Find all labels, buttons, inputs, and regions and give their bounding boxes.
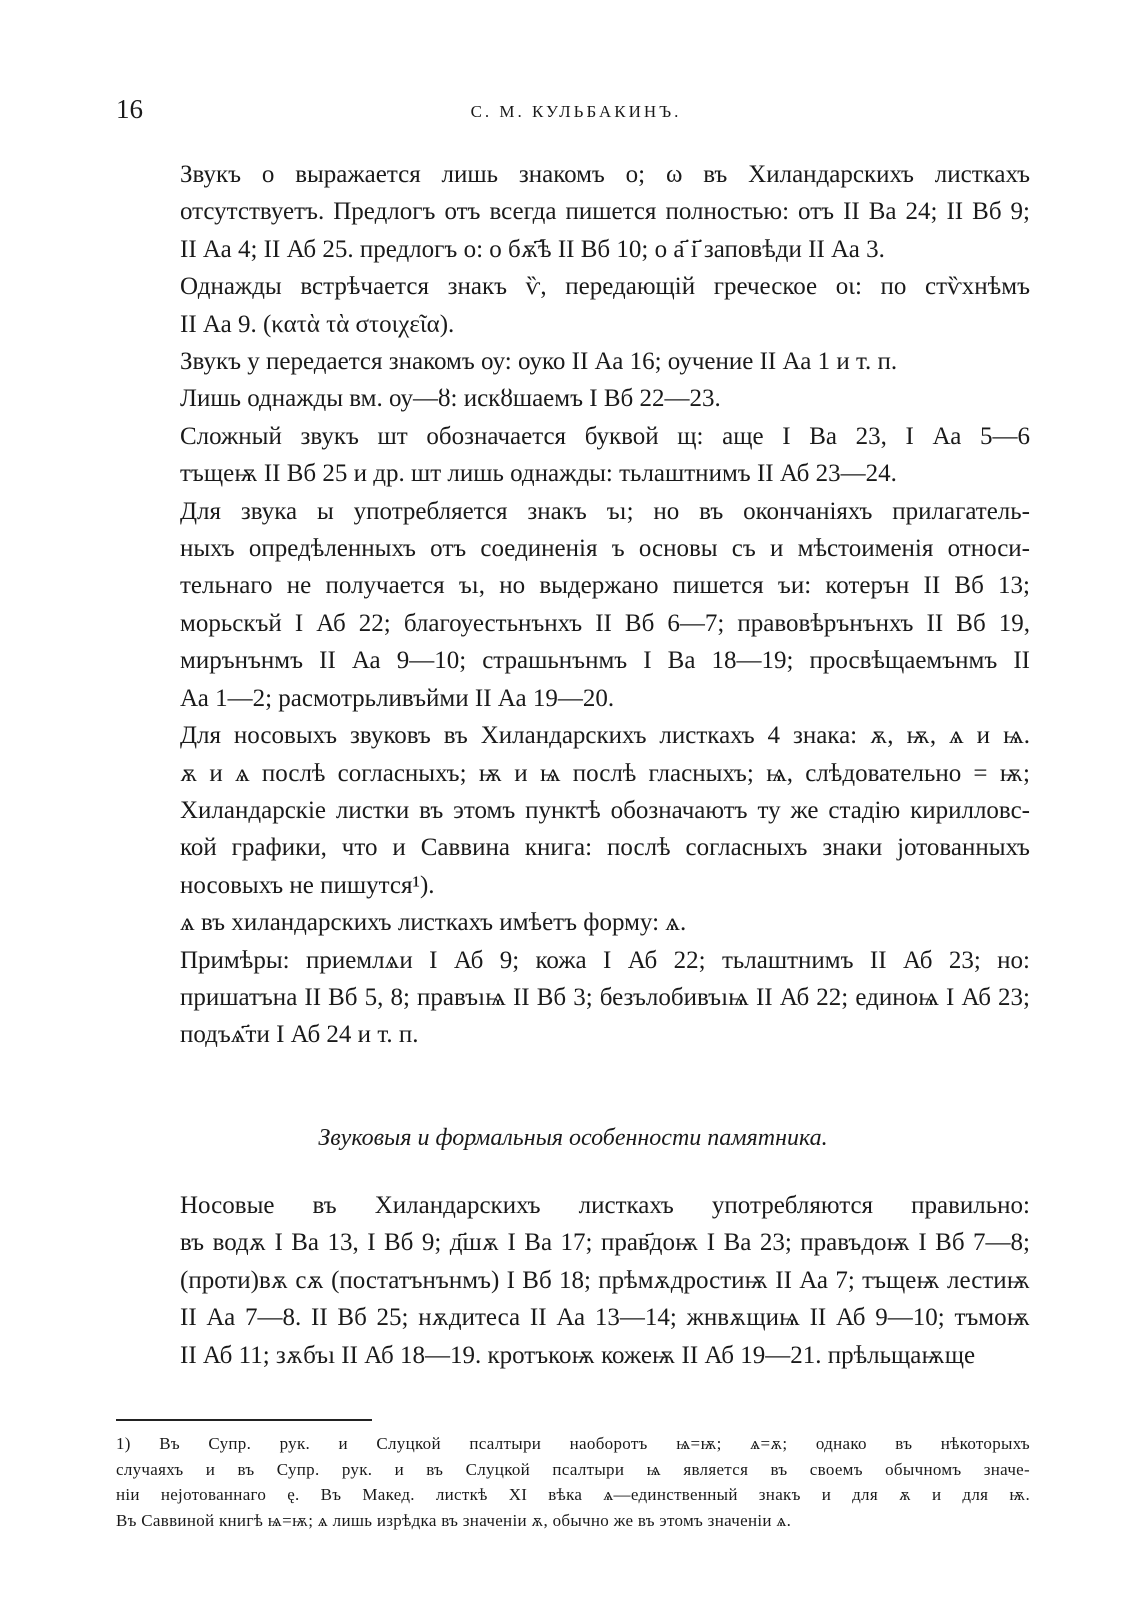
text-line: мирънънмъ II Аа 9—10; страшьнънмъ I Ва 18—19; просвѣщаемънмъ II (180, 647, 1030, 675)
footnote-rule (116, 1419, 372, 1421)
text-line: Сложный звукъ шт обозначается буквой щ: аще I Ва 23, I Аа 5—6 (180, 422, 1030, 450)
text-line: (проти)вѫ сѫ (постатънънмъ) I Вб 18; прѣмѫдростиѭ II Аа 7; тъщеѭ лестиѭ (180, 1266, 1030, 1294)
section-text (116, 1187, 1030, 1374)
paragraph (116, 380, 1030, 417)
section-title: Звуковыя и формальныя особенности памятника. (318, 1125, 828, 1151)
paragraph (116, 942, 1030, 1054)
text-line: ѧ въ хиландарскихъ листкахъ имѣетъ форму: ѧ. (180, 909, 687, 937)
text-line: Однажды встрѣчается знакъ ѷ, передающій греческое οι: по стѷхнѣмъ (180, 273, 1030, 301)
text-line: Аа 1—2; расмотрьливъйми II Аа 19—20. (180, 684, 615, 712)
page-number: 16 (116, 94, 143, 124)
paragraph (116, 268, 1030, 343)
paragraph (116, 493, 1030, 717)
text-line: Звукъ у передается знакомъ оу: оуко II Аа 16; оучение II Аа 1 и т. п. (180, 348, 898, 376)
running-title: С. М. КУЛЬБАКИНЪ. (470, 102, 682, 121)
footnote-line: случаяхъ и въ Супр. рук. и въ Слуцкой псалтыри ѩ является въ своемъ обычномъ значе- (116, 1459, 1030, 1479)
text-line: II Аб 11; зѫбъı II Аб 18—19. кротъкоѭ кожеѭ II Аб 19—21. прѣльщаѭще (180, 1341, 976, 1369)
paragraph (116, 1187, 1030, 1374)
text-line: кой графики, что и Саввина книга: послѣ согласныхъ знаки јотованныхъ (180, 834, 1030, 862)
text-line: Примѣры: приемлѧи I Аб 9; кожа I Аб 22; тьлаштнимъ II Аб 23; но: (180, 946, 1030, 974)
text-line: Для звука ы употребляется знакъ ъı; но въ окончаніяхъ прилагатель- (180, 497, 1030, 525)
footnotes (116, 1431, 1030, 1533)
text-line: въ водѫ I Ва 13, I Вб 9; д҃шѫ I Ва 17; прав҃доѭ I Ва 23; правъдоѭ I Вб 7—8; (180, 1229, 1030, 1257)
text-line: Хиландарскіе листки въ этомъ пунктѣ обозначаютъ ту же стадію кирилловс- (180, 796, 1030, 824)
text-line: морьскъй I Аб 22; благоуестьнънхъ II Вб 6—7; правовѣрънънхъ II Вб 19, (180, 609, 1030, 637)
text-line: Носовые въ Хиландарскихъ листкахъ употребляются правильно: (180, 1192, 1030, 1219)
footnote-line: Въ Саввиной книгѣ ѩ=ѭ; ѧ лишь изрѣдка въ значеніи ѫ, обычно же въ этомъ значеніи ѧ. (116, 1510, 792, 1530)
text-line: II Аа 7—8. II Вб 25; нѫдитеса II Аа 13—14; жнвѫщиѩ II Аб 9—10; тъмоѭ (180, 1304, 1030, 1332)
text-line: отсутствуетъ. Предлогъ отъ всегда пишется полностью: отъ II Ва 24; II Вб 9; (180, 198, 1030, 226)
paragraph (116, 904, 1030, 941)
text-line: Лишь однажды вм. оу—ȣ: искȣшаемъ I Вб 22—23. (180, 385, 721, 413)
paragraph (116, 343, 1030, 380)
text-line: II Аа 4; II Аб 25. предлогъ о: о бѫ҃ѣ II Вб 10; о а҃ і҃ заповѣди II Аа 3. (180, 235, 885, 263)
paragraph (116, 418, 1030, 493)
footnote-line: ніи нејотованнаго ę. Въ Макед. листкѣ XI вѣка ѧ—единственный знакъ и для ѫ и для ѭ. (116, 1485, 1030, 1504)
text-line: подъѧ҃ти I Аб 24 и т. п. (180, 1021, 419, 1049)
footnote-line: 1) Въ Супр. рук. и Слуцкой псалтыри наоборотъ ѩ=ѭ; ѧ=ѫ; однако въ нѣкоторыхъ (116, 1434, 1030, 1453)
main-text (116, 156, 1030, 1054)
paragraph (116, 156, 1030, 268)
text-line: тельнаго не получается ъı, но выдержано пишется ъи: котерън II Вб 13; (180, 572, 1030, 600)
text-line: ныхъ опредѣленныхъ отъ соединенія ъ основы съ и мѣстоименія относи- (180, 535, 1030, 563)
text-line: Для носовыхъ звуковъ въ Хиландарскихъ листкахъ 4 знака: ѫ, ѭ, ѧ и ѩ. (180, 722, 1030, 750)
text-line: пришатъна II Вб 5, 8; правъıѩ II Вб 3; безълобивъıѩ II Аб 22; единоѩ I Аб 23; (180, 983, 1030, 1011)
paragraph (116, 717, 1030, 904)
text-line: ѫ и ѧ послѣ согласныхъ; ѭ и ѩ послѣ гласныхъ; ѩ, слѣдовательно = ѭ; (180, 759, 1030, 787)
page-header (116, 94, 1036, 134)
text-line: носовыхъ не пишутся¹). (180, 871, 435, 899)
text-line: II Аа 9. (κατὰ τὰ στοιχεῖα). (180, 310, 455, 338)
text-line: Звукъ о выражается лишь знакомъ о; ω въ Хиландарскихъ листкахъ (180, 161, 1030, 188)
text-line: тъщеѭ II Вб 25 и др. шт лишь однажды: тьлаштнимъ II Аб 23—24. (180, 460, 897, 488)
